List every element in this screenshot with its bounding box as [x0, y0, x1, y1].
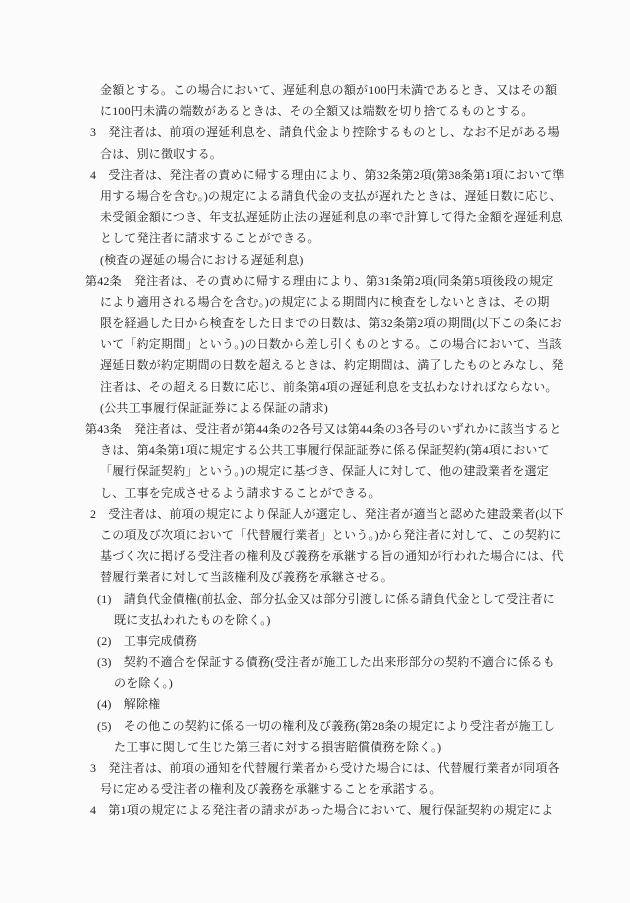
- document-line: 替履行業者に対して当該権利及び義務を承継させる。: [100, 570, 393, 585]
- document-line: 号に定める受注者の権利及び義務を承継することを承諾する。: [100, 782, 442, 797]
- document-line: のを除く。): [114, 676, 173, 691]
- document-line: (公共工事履行保証証券による保証の請求): [100, 400, 328, 415]
- document-line: (1) 請負代金債権(前払金、部分払金又は部分引渡しに係る請負代金として受注者に: [97, 591, 555, 606]
- document-line: (5) その他この契約に係る一切の権利及び義務(第28条の規定により受注者が施工し: [97, 718, 556, 733]
- document-line: 用する場合を含む。)の規定による請負代金の支払が遅れたときは、遅延日数に応じ、: [100, 188, 562, 203]
- document-line: し、工事を完成させるよう請求することができる。: [100, 485, 381, 500]
- document-line: 「履行保証契約」という。)の規定に基づき、保証人に対して、他の建設業者を選定: [100, 464, 549, 479]
- document-line: この項及び次項において「代替履行業者」という。)から発注者に対して、この契約に: [100, 527, 562, 542]
- document-line: 2 受注者は、前項の規定により保証人が選定し、発注者が適当と認めた建設業者(以下: [90, 506, 564, 521]
- document-line: (2) 工事完成債務: [97, 633, 197, 648]
- document-line: 4 第1項の規定による発注者の請求があった場合において、履行保証契約の規定によ: [90, 803, 554, 818]
- document-line: (3) 契約不適合を保証する債務(受注者が施工した出来形部分の契約不適合に係るも: [97, 655, 555, 670]
- document-line: きは、第4条第1項に規定する公共工事履行保証証券に係る保証契約(第4項において: [100, 443, 550, 458]
- document-text-block: [85, 80, 585, 822]
- document-line: 第42条 発注者は、その責めに帰する理由により、第31条第2項(同条第5項後段の規定: [85, 273, 554, 288]
- document-line: により適用される場合を含む。)の規定による期間内に検査をしないときは、その期: [100, 294, 550, 309]
- document-line: 4 受注者は、発注者の責めに帰する理由により、第32条第2項(第38条第1項において準: [90, 167, 565, 182]
- document-line: (検査の遅延の場合における遅延利息): [100, 252, 304, 267]
- document-line: 既に支払われたものを除く。): [114, 612, 271, 627]
- document-line: 限を経過した日から検査をした日までの日数は、第32条第2項の期間(以下この条にお: [100, 316, 562, 331]
- document-line: (4) 解除権: [97, 697, 161, 712]
- document-line: 注者は、その超える日数に応じ、前条第4項の遅延利息を支払わなければならない。: [100, 379, 558, 394]
- document-line: に100円未満の端数があるときは、その全額又は端数を切り捨てるものとする。: [100, 104, 534, 119]
- document-line: 基づく次に掲げる受注者の権利及び義務を承継する旨の通知が行われた場合には、代: [100, 549, 564, 564]
- document-line: いて「約定期間」という。)の日数から差し引くものとする。この場合において、当該: [100, 337, 562, 352]
- document-line: 合は、別に徴収する。: [100, 146, 223, 161]
- document-line: た工事に関して生じた第三者に対する損害賠償債務を除く。): [114, 739, 442, 754]
- document-line: 3 発注者は、前項の通知を代替履行業者から受けた場合には、代替履行業者が同項各: [90, 761, 560, 775]
- document-line: 第43条 発注者は、受注者が第44条の2各号又は第44条の3各号のいずれかに該当すると: [85, 422, 562, 436]
- document-line: として発注者に請求することができる。: [100, 231, 320, 246]
- document-line: 3 発注者は、前項の遅延利息を、請負代金より控除するものとし、なお不足がある場: [90, 125, 560, 140]
- document-line: 金額とする。この場合において、遅延利息の額が100円未満であるとき、又はその額: [100, 83, 558, 97]
- document-line: 遅延日数が約定期間の日数を超えるときは、約定期間は、満了したものとみなし、発: [100, 358, 564, 373]
- document-line: 未受領金額につき、年支払遅延防止法の遅延利息の率で計算して得た金額を遅延利息: [100, 210, 563, 225]
